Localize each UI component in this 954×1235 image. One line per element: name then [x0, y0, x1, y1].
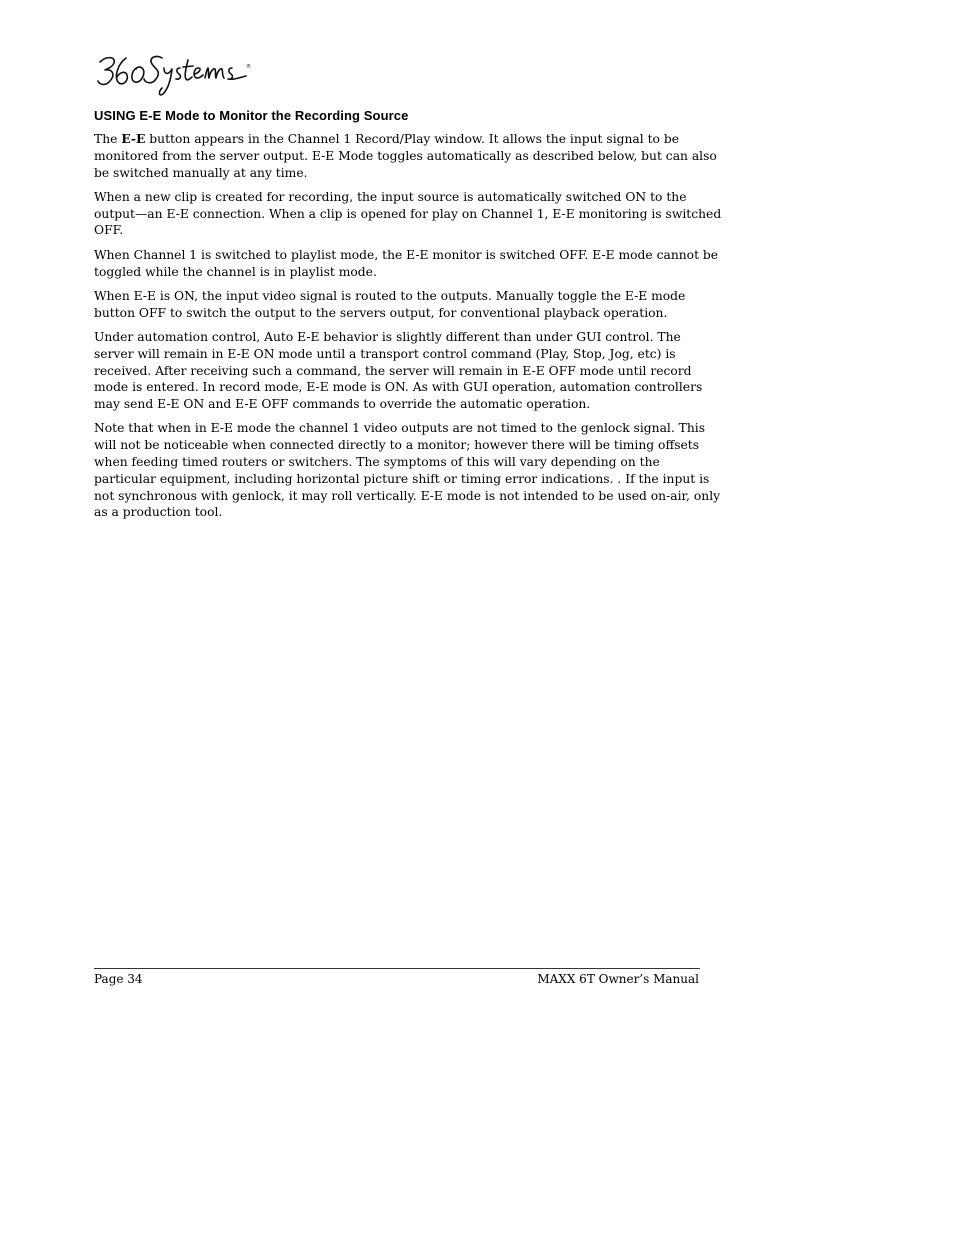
paragraph-prefix: The — [94, 132, 122, 146]
paragraph-rest: button appears in the Channel 1 Record/Play window. It allows the input signal to be monitored from the server output. E-E Mode toggles automatically as described below, but can also be switched manually at any time. — [94, 132, 717, 180]
section-heading: USING E-E Mode to Monitor the Recording Source — [94, 108, 409, 123]
section-body — [94, 131, 724, 529]
footer-divider — [94, 968, 700, 969]
logo-script-graphic — [96, 50, 256, 96]
paragraph-genlock-note: Note that when in E-E mode the channel 1 video outputs are not timed to the genlock signal. This will not be noticeable when connected directly to a monitor; however there will be timing offsets when feeding timed routers or switchers. The symptoms of this will vary depending on the particular equipment, including horizontal picture shift or timing error indications. . If the input is not synchronous with genlock, it may roll vertically. E-E mode is not intended to be used on-air, only as a production tool. — [94, 421, 721, 520]
paragraph-playlist-mode: When Channel 1 is switched to playlist mode, the E-E monitor is switched OFF. E-E mode cannot be toggled while the channel is in playlist mode. — [94, 247, 719, 279]
paragraph-automation-control: Under automation control, Auto E-E behavior is slightly different than under GUI control. The server will remain in E-E ON mode until a transport control command (Play, Stop, Jog, etc) is received. After receiving such a command, the server will remain in E-E OFF mode until record mode is entered. In record mode, E-E mode is ON. As with GUI operation, automation controllers may send E-E ON and E-E OFF commands to override the automatic operation. — [94, 329, 703, 412]
page-number: Page 34 — [94, 972, 143, 986]
paragraph-ee-on: When E-E is ON, the input video signal is routed to the outputs. Manually toggle the E-E mode button OFF to switch the output to the servers output, for conventional playback operation. — [94, 288, 686, 320]
paragraph-ee-button — [94, 131, 724, 181]
paragraph-new-clip: When a new clip is created for recording, the input source is automatically switched ON to the output—an E-E connection. When a clip is opened for play on Channel 1, E-E monitoring is switched OFF. — [94, 189, 722, 238]
company-logo — [96, 50, 256, 96]
ee-button-reference: E-E — [121, 131, 146, 146]
manual-title: MAXX 6T Owner’s Manual — [537, 972, 699, 986]
registered-mark: ® — [246, 64, 251, 70]
